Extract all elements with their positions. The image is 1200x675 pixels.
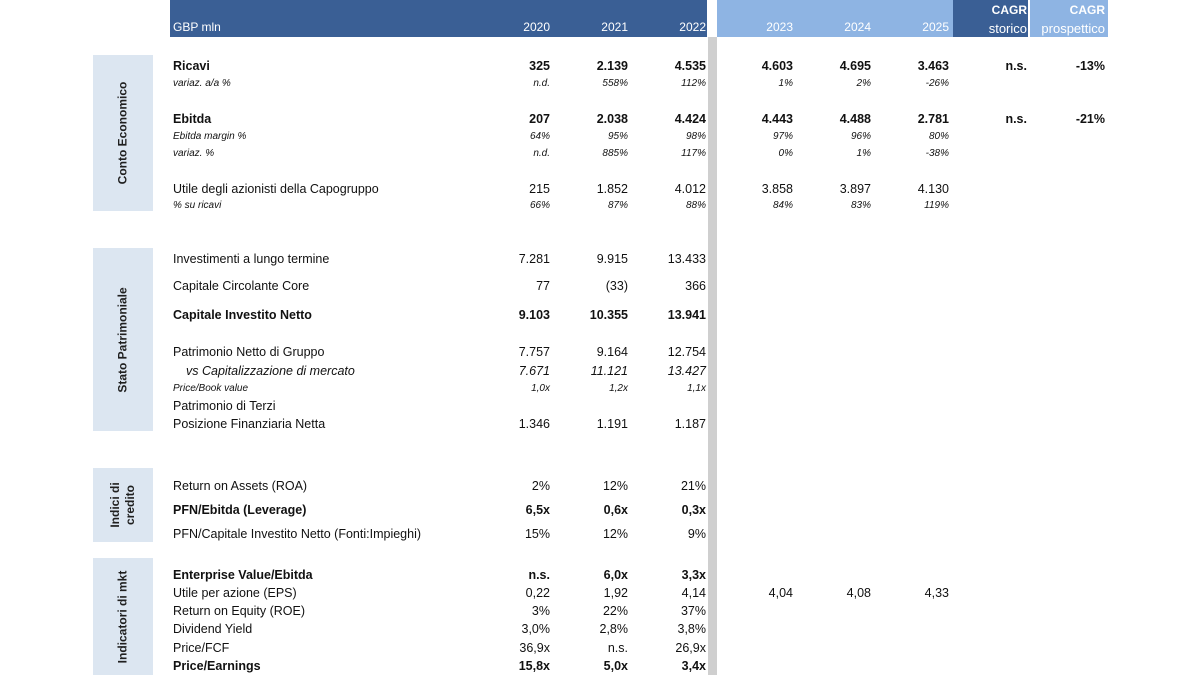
cell-2020: 7.281 [518, 252, 550, 266]
cell-2020: n.s. [528, 568, 550, 582]
cell-2020: 66% [529, 200, 550, 211]
cell-2020: 1,0x [531, 383, 550, 394]
cell-2021: 11.121 [590, 364, 628, 378]
table-row-ebitda-margin [0, 129, 1200, 145]
cell-2024: 4.488 [839, 112, 871, 126]
row-label: Dividend Yield [173, 622, 253, 636]
row-label: vs Capitalizzazione di mercato [186, 364, 355, 378]
cell-2020: 15,8x [518, 659, 550, 673]
cell-2021: 12% [602, 527, 628, 541]
cell-2022: 26,9x [675, 641, 706, 655]
cell-2021: 1.852 [596, 182, 628, 196]
cell-2021: 885% [602, 148, 628, 159]
row-label: variaz. a/a % [173, 78, 231, 89]
table-row-eps [0, 585, 1200, 601]
cell-2022: 4.012 [674, 182, 706, 196]
table-row-pn-terzi [0, 398, 1200, 414]
row-label: Return on Equity (ROE) [173, 604, 305, 618]
cell-cagr-storico: n.s. [1005, 59, 1027, 73]
section-indici-credito-line1: Indici di [108, 482, 122, 528]
cell-2020: 15% [524, 527, 550, 541]
table-row-ccc [0, 278, 1200, 294]
cell-2020: 7.757 [518, 345, 550, 359]
cell-2022: 0,3x [681, 503, 706, 517]
cell-2022: 13.941 [667, 308, 706, 322]
section-indici-credito-line2: credito [123, 485, 137, 526]
cagr-storico-sub: storico [988, 21, 1027, 36]
cell-2022: 1,1x [687, 383, 706, 394]
row-label: Posizione Finanziaria Netta [173, 417, 326, 431]
cell-2022: 3,4x [681, 659, 706, 673]
cell-2025: 80% [928, 131, 949, 142]
cell-2020: 3,0% [521, 622, 550, 636]
cell-2022: 88% [685, 200, 706, 211]
row-label: Price/FCF [173, 641, 230, 655]
row-label: variaz. % [173, 148, 215, 159]
cell-2025: 2.781 [917, 112, 949, 126]
table-row-ev-ebitda [0, 567, 1200, 583]
cagr-prospettico-sub: prospettico [1041, 21, 1105, 36]
row-label: Ebitda margin % [173, 131, 247, 142]
row-label: Utile degli azionisti della Capogruppo [173, 182, 379, 196]
cell-2025: 4.130 [917, 182, 949, 196]
row-label: % su ricavi [173, 200, 222, 211]
table-row-div-yield [0, 621, 1200, 637]
cell-2021: (33) [605, 279, 628, 293]
cell-2025: -38% [925, 148, 949, 159]
cell-2020: 64% [529, 131, 550, 142]
cell-2020: n.d. [533, 78, 550, 89]
cell-2021: 6,0x [603, 568, 628, 582]
table-row-cin [0, 307, 1200, 323]
cell-cagr-prospettico: -21% [1075, 112, 1105, 126]
cell-2025: 119% [924, 200, 949, 211]
cell-2021: 1,2x [609, 383, 628, 394]
cell-2021: 558% [602, 78, 628, 89]
row-label: Price/Book value [173, 383, 249, 394]
cell-2020: 6,5x [525, 503, 550, 517]
year-2025: 2025 [922, 20, 949, 34]
cell-2022: 13.427 [667, 364, 706, 378]
table-row-investimenti [0, 251, 1200, 267]
cell-2020: 2% [531, 479, 550, 493]
cell-2020: 77 [536, 279, 550, 293]
cell-2023: 1% [778, 78, 793, 89]
cell-2022: 3,3x [681, 568, 706, 582]
cell-2024: 2% [856, 78, 871, 89]
row-label: Ricavi [173, 59, 210, 73]
table-row-ricavi [0, 58, 1200, 74]
year-2023: 2023 [766, 20, 793, 34]
section-conto-economico-label: Conto Economico [115, 81, 130, 185]
cell-2020: 215 [529, 182, 550, 196]
cell-2024: 96% [850, 131, 871, 142]
cell-2023: 97% [772, 131, 793, 142]
table-row-pe [0, 658, 1200, 674]
cell-2022: 12.754 [667, 345, 706, 359]
cell-2021: 2.139 [596, 59, 628, 73]
table-row-roe [0, 603, 1200, 619]
table-row-ebitda-var [0, 146, 1200, 162]
table-row-price-fcf [0, 640, 1200, 656]
section-indicatori-mkt-label: Indicatori di mkt [115, 570, 130, 663]
cell-2022: 366 [685, 279, 706, 293]
section-stato-patrimoniale-label: Stato Patrimoniale [115, 286, 130, 393]
cell-2022: 4.535 [674, 59, 706, 73]
cell-2022: 117% [681, 148, 706, 159]
cell-2020: 207 [529, 112, 550, 126]
row-label: Capitale Circolante Core [173, 279, 310, 293]
cell-2022: 112% [681, 78, 706, 89]
cell-2021: 9.164 [596, 345, 628, 359]
cell-2022: 21% [680, 479, 706, 493]
cell-2021: 87% [607, 200, 628, 211]
cell-2020: 9.103 [518, 308, 550, 322]
table-row-pn-gruppo [0, 344, 1200, 360]
cell-2021: 2.038 [596, 112, 628, 126]
cell-2022: 3,8% [677, 622, 706, 636]
row-label: Price/Earnings [173, 659, 261, 673]
cell-2023: 4.443 [761, 112, 793, 126]
cell-cagr-storico: n.s. [1005, 112, 1027, 126]
cell-2021: 2,8% [599, 622, 628, 636]
row-label: Investimenti a lungo termine [173, 252, 330, 266]
cell-2024: 83% [850, 200, 871, 211]
year-2020: 2020 [523, 20, 550, 34]
cell-2022: 9% [687, 527, 706, 541]
table-row-utile-pct [0, 198, 1200, 214]
table-row-pfn-ebitda [0, 502, 1200, 518]
cell-2020: 7.671 [518, 364, 550, 378]
cell-2024: 4.695 [839, 59, 871, 73]
cell-2021: 22% [602, 604, 628, 618]
cell-2022: 1.187 [674, 417, 706, 431]
cell-2023: 4.603 [761, 59, 793, 73]
cell-2022: 4,14 [681, 586, 706, 600]
cell-2024: 1% [856, 148, 871, 159]
table-row-utile [0, 181, 1200, 197]
cell-2021: n.s. [607, 641, 628, 655]
table-row-ebitda [0, 111, 1200, 127]
cell-2025: -26% [925, 78, 949, 89]
cell-2025: 3.463 [917, 59, 949, 73]
year-2022: 2022 [679, 20, 706, 34]
cell-2021: 5,0x [603, 659, 628, 673]
cell-2020: 0,22 [525, 586, 550, 600]
table-row-roa [0, 478, 1200, 494]
cell-2023: 4,04 [768, 586, 793, 600]
cell-2020: n.d. [533, 148, 550, 159]
table-row-pbv [0, 381, 1200, 397]
cell-cagr-prospettico: -13% [1075, 59, 1105, 73]
cell-2021: 12% [602, 479, 628, 493]
row-label: Capitale Investito Netto [173, 308, 312, 322]
cell-2023: 0% [778, 148, 793, 159]
row-label: Utile per azione (EPS) [173, 586, 297, 600]
row-label: PFN/Capitale Investito Netto (Fonti:Impieghi) [173, 527, 422, 541]
cell-2021: 95% [607, 131, 628, 142]
cell-2021: 9.915 [596, 252, 628, 266]
cell-2021: 0,6x [603, 503, 628, 517]
row-label: Patrimonio di Terzi [173, 399, 276, 413]
cell-2022: 98% [685, 131, 706, 142]
cell-2022: 37% [680, 604, 706, 618]
row-label: Patrimonio Netto di Gruppo [173, 345, 325, 359]
cell-2025: 4,33 [924, 586, 949, 600]
cell-2024: 4,08 [846, 586, 871, 600]
header-bar-forecast-top [717, 0, 953, 18]
table-row-pfn-cin [0, 526, 1200, 542]
cell-2020: 36,9x [519, 641, 550, 655]
row-label: Return on Assets (ROA) [173, 479, 308, 493]
year-2024: 2024 [844, 20, 871, 34]
cell-2020: 3% [531, 604, 550, 618]
cagr-prospettico-title: CAGR [1069, 3, 1105, 17]
row-label: Ebitda [173, 112, 212, 126]
cagr-storico-title: CAGR [991, 3, 1027, 17]
table-row-ricavi-var [0, 76, 1200, 92]
cell-2023: 3.858 [761, 182, 793, 196]
cell-2021: 1.191 [596, 417, 628, 431]
cell-2022: 4.424 [674, 112, 706, 126]
year-2021: 2021 [601, 20, 628, 34]
row-label: PFN/Ebitda (Leverage) [173, 503, 307, 517]
row-label: Enterprise Value/Ebitda [173, 568, 313, 582]
cell-2020: 325 [529, 59, 550, 73]
cell-2023: 84% [772, 200, 793, 211]
cell-2024: 3.897 [839, 182, 871, 196]
table-row-vs-cap [0, 363, 1200, 379]
table-row-pfn [0, 416, 1200, 432]
cell-2022: 13.433 [667, 252, 706, 266]
cell-2021: 10.355 [589, 308, 628, 322]
cell-2020: 1.346 [518, 417, 550, 431]
cell-2021: 1,92 [603, 586, 628, 600]
unit-label: GBP mln [173, 20, 221, 34]
